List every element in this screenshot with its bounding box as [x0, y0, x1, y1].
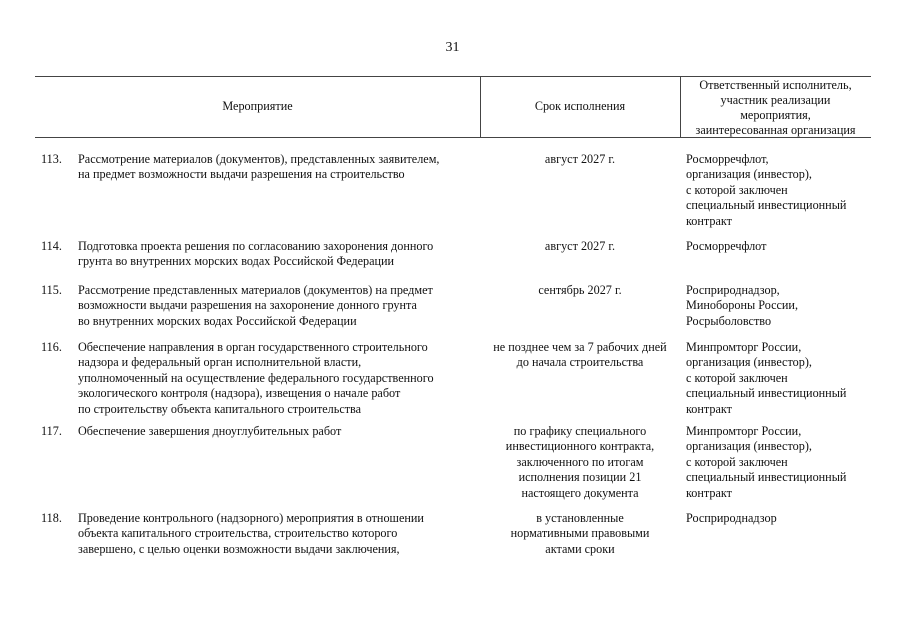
header-responsible-line: мероприятия,	[740, 108, 811, 122]
row-responsible: Росморречфлот, организация (инвестор), с которой заключен специальный инвестиционный контракт	[686, 152, 847, 228]
row-responsible: Минпромторг России, организация (инвестор), с которой заключен специальный инвестиционный контракт	[686, 340, 847, 416]
row-deadline: не позднее чем за 7 рабочих дней до начала строительства	[493, 340, 667, 370]
header-responsible-line: участник реализации	[720, 93, 831, 107]
row-number: 114.	[41, 239, 62, 253]
row-responsible: Минпромторг России, организация (инвестор), с которой заключен специальный инвестиционный контракт	[686, 424, 847, 500]
row-event: Рассмотрение представленных материалов (документов) на предмет возможности выдачи разрешения на захоронение донного грунта во внутренних морских водах Российской Федерации	[78, 283, 433, 328]
header-responsible-line: заинтересованная организация	[695, 123, 856, 137]
row-number: 115.	[41, 283, 62, 297]
row-event: Обеспечение завершения дноуглубительных работ	[78, 424, 342, 438]
row-number: 117.	[41, 424, 62, 438]
row-deadline: сентябрь 2027 г.	[538, 283, 622, 297]
header-deadline: Срок исполнения	[534, 99, 626, 113]
row-event: Подготовка проекта решения по согласованию захоронения донного грунта во внутренних морских водах Российской Федерации	[78, 239, 434, 269]
row-responsible: Росприроднадзор, Минобороны России, Росрыболовство	[686, 283, 798, 328]
row-deadline: в установленные нормативными правовыми актами сроки	[510, 511, 650, 556]
row-deadline: по графику специального инвестиционного контракта, заключенного по итогам исполнения позиции 21 настоящего документа	[505, 424, 655, 500]
row-number: 118.	[41, 511, 62, 525]
row-responsible: Росприроднадзор	[686, 511, 777, 525]
row-deadline: август 2027 г.	[544, 239, 616, 253]
row-event: Рассмотрение материалов (документов), представленных заявителем, на предмет возможности выдачи разрешения на строительство	[78, 152, 440, 182]
row-number: 116.	[41, 340, 62, 354]
header-top-rule	[35, 76, 871, 77]
header-responsible-line: Ответственный исполнитель,	[699, 78, 852, 92]
row-event: Проведение контрольного (надзорного) мероприятия в отношении объекта капитального строительства, строительство которого завершено, с целью оценки возможности выдачи заключения,	[78, 511, 424, 556]
page-number: 31	[445, 40, 460, 55]
header-event: Мероприятие	[222, 99, 293, 113]
row-responsible: Росморречфлот	[686, 239, 767, 253]
row-deadline: август 2027 г.	[544, 152, 616, 166]
header-responsible	[680, 78, 871, 138]
row-number: 113.	[41, 152, 62, 166]
row-event: Обеспечение направления в орган государственного строительного надзора и федеральный орган исполнительной власти, уполномоченный на осуществление федерального государственного экологического контроля (надзора), извещения о начале работ по строительству объекта капитального строительства	[78, 340, 434, 416]
